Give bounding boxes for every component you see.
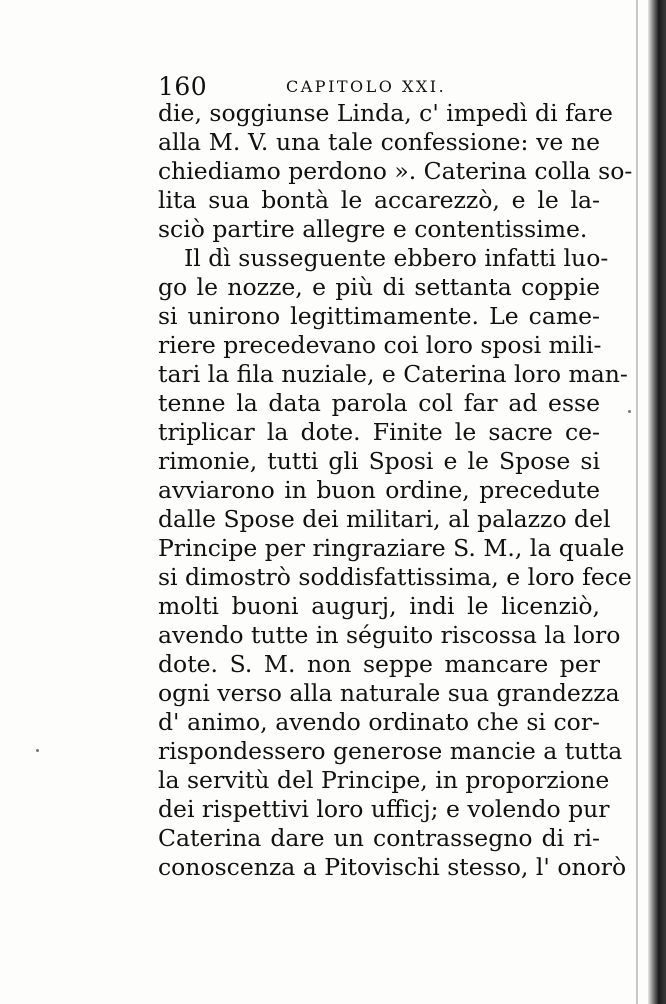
text-line: conoscenza a Pitovischi stesso, l' onorò: [158, 853, 627, 881]
text-line: alla M. V. una tale confessione: ve ne: [158, 128, 600, 156]
text-line: la servitù del Principe, in proporzione: [158, 766, 610, 794]
text-line: chiediamo perdono ». Caterina colla so-: [158, 157, 633, 185]
text-line: avviarono in buon ordine, precedute: [158, 476, 600, 504]
page-binding-edge: [648, 0, 666, 1004]
text-line: riere precedevano coi loro sposi mili-: [158, 331, 602, 359]
page-number: 160: [158, 72, 208, 101]
text-line: Principe per ringraziare S. M., la quale: [158, 534, 625, 562]
text-line: triplicar la dote. Finite le sacre ce-: [158, 418, 600, 446]
text-line: rispondessero generose mancie a tutta: [158, 737, 623, 765]
text-line: dalle Spose dei militari, al palazzo del: [158, 505, 611, 533]
text-line: tenne la data parola col far ad esse: [158, 389, 600, 417]
text-line: tari la fila nuziale, e Caterina loro man-: [158, 360, 628, 388]
text-line: avendo tutte in séguito riscossa la loro: [158, 621, 621, 649]
body-text: [158, 99, 633, 882]
text-line: dei rispettivi loro ufficj; e volendo pur: [158, 795, 610, 823]
text-line: si unirono legittimamente. Le came-: [158, 302, 600, 330]
text-line: si dimostrò soddisfattissima, e loro fece: [158, 563, 632, 591]
text-line: molti buoni augurj, indi le licenziò,: [158, 592, 600, 620]
text-line: go le nozze, e più di settanta coppie: [158, 273, 600, 301]
running-head: CAPITOLO XXI.: [286, 77, 447, 96]
text-line: die, soggiunse Linda, c' impedì di fare: [158, 99, 613, 127]
scan-speck: [628, 410, 631, 413]
text-line: ogni verso alla naturale sua grandezza: [158, 679, 620, 707]
page-header: [158, 72, 598, 102]
text-line: dote. S. M. non seppe mancare per: [158, 650, 600, 678]
text-line: lita sua bontà le accarezzò, e le la-: [158, 186, 600, 214]
text-line: Caterina dare un contrassegno di ri-: [158, 824, 600, 852]
text-line: rimonie, tutti gli Sposi e le Spose si: [158, 447, 600, 475]
scan-speck: [36, 749, 39, 752]
page-gutter-line: [636, 0, 638, 1004]
text-line: sciò partire allegre e contentissime.: [158, 215, 588, 243]
text-line: Il dì susseguente ebbero infatti luo-: [184, 244, 609, 272]
text-line: d' animo, avendo ordinato che si cor-: [158, 708, 600, 736]
